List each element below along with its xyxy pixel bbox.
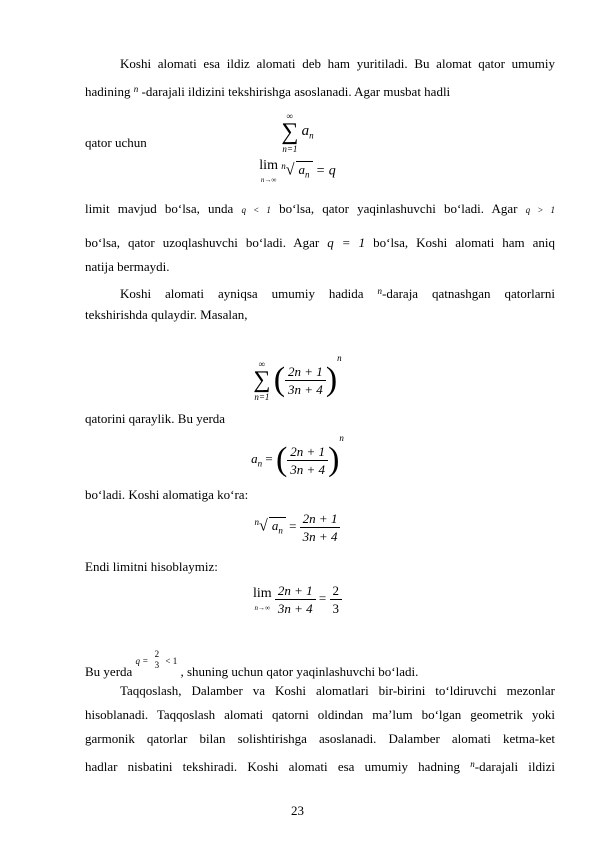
paragraph-line: qatorini qaraylik. Bu yerda — [85, 411, 226, 426]
paragraph-line: Koshi alomati ayniqsa umumiy hadida $^n$-daraja qatnashgan qatorlarni — [120, 286, 555, 301]
root-formula: $^n$√ $a_n$ = $\frac{2n + 1}{3n + 4}$ — [0, 510, 595, 545]
paragraph-line: hadlar nisbatini tekshiradi. Koshi alomati esa umumiy hadning $^n$-darajali ildizi — [85, 759, 555, 774]
paragraph-line: natija bermaydi. — [85, 259, 170, 274]
limit-formula: lim n→∞ $^n$√ $a_n = q$ — [259, 158, 336, 184]
paragraph-line: limit mavjud bo‘lsa, unda q < 1 bo‘lsa, qator yaqinlashuvchi bo‘ladi. Agar q > 1 — [85, 201, 556, 216]
series-example-formula: ∞ ∑ n=1 ( $\frac{2n + 1}{3n + 4}$ )$^n$ — [253, 353, 342, 403]
paragraph-line: garmonik qatorlar bilan solishtirishga asoslanadi. Dalamber alomati ketma-ket — [85, 731, 555, 746]
paragraph-line: Taqqoslash, Dalamber va Koshi alomatlari bir-birini to‘ldiruvchi mezonlar — [120, 683, 555, 698]
paragraph-line: hadining $^n$ -darajali ildizini tekshirishga asoslanadi. Agar musbat hadli — [85, 84, 451, 99]
general-term-formula: $a_n$ = ( $\frac{2n + 1}{3n + 4}$ )$^n$ — [251, 433, 344, 479]
paragraph-line: qator uchun — [85, 135, 147, 150]
paragraph-line: Bu yerda $^{q =}$ 2 3 $^{< 1}$ , shuning uchun qator yaqinlashuvchi bo‘ladi. — [85, 649, 419, 679]
paragraph-line: Koshi alomati esa ildiz alomati deb ham yuritiladi. Bu alomat qator umumiy — [120, 56, 555, 71]
paragraph-line: Endi limitni hisoblaymiz: — [85, 559, 218, 574]
paragraph-line: bo‘ladi. Koshi alomatiga ko‘ra: — [85, 487, 249, 502]
paragraph-line: bo‘lsa, qator uzoqlashuvchi bo‘ladi. Agar q = 1 bo‘lsa, Koshi alomati ham aniq — [85, 235, 556, 250]
paragraph-line: hisoblanadi. Taqqoslash alomati qatorni oldindan ma’lum bo‘lgan geometrik yoki — [85, 707, 555, 722]
limit-calculation-formula: lim n→∞ $\frac{2n + 1}{3n + 4}$ = $\frac{2}{3}$ — [0, 582, 595, 617]
page-number: 23 — [291, 803, 304, 818]
paragraph-line: tekshirishda qulaydir. Masalan, — [85, 307, 248, 322]
sigma-symbol: ∞ ∑ n=1 — [281, 111, 299, 154]
radical-sign: √ — [285, 161, 295, 179]
sum-formula: ∞ ∑ n=1 $a_n$ — [281, 111, 314, 154]
math-n: n — [133, 84, 139, 94]
